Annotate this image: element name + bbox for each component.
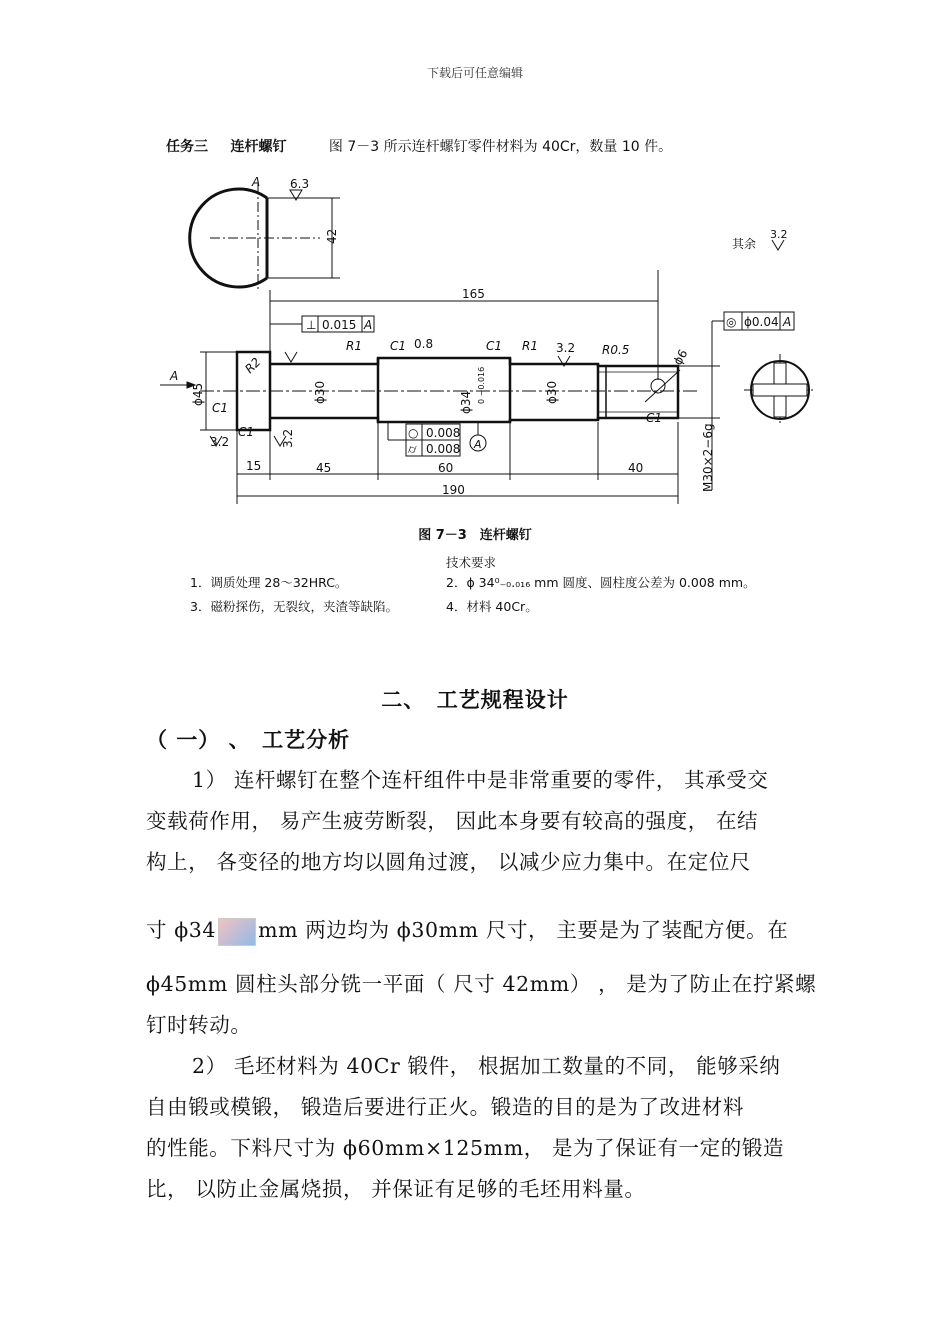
label-phi6: ϕ6	[670, 347, 691, 368]
paragraph-line: 构上， 各变径的地方均以圆角过渡， 以减少应力集中。在定位尺	[146, 850, 752, 874]
requirements-title: 技术要求	[446, 555, 497, 570]
conc-ref: A	[783, 315, 792, 329]
paragraph-line: 自由锻或模锻， 锻造后要进行正火。锻造的目的是为了改进材料	[146, 1095, 744, 1119]
task-label: 任务三	[166, 139, 208, 155]
paragraph-line: 的性能。下料尺寸为 ϕ60mm×125mm， 是为了保证有一定的锻造	[146, 1136, 785, 1160]
round-symbol: ○	[408, 426, 419, 440]
tolerance-image-icon	[218, 918, 256, 946]
task-name: 连杆螺钉	[230, 139, 287, 155]
conc-value: ϕ0.04	[744, 315, 779, 329]
perp-value: 0.015	[322, 318, 357, 332]
phi34-rest: mm 两边均为 ϕ30mm 尺寸， 主要是为了装配方便。在	[258, 918, 789, 942]
task-heading	[166, 136, 672, 156]
paragraph-line: 比， 以防止金属烧损， 并保证有足够的毛坯用料量。	[146, 1177, 646, 1201]
paragraph-1-end	[146, 964, 817, 1046]
datum-a: A	[474, 438, 482, 451]
label-rest: 其余	[732, 237, 757, 251]
connecting-rod-bolt-drawing	[140, 160, 820, 520]
subsection-title: （ 一） 、 工艺分析	[146, 728, 351, 752]
cyl-value: 0.008	[426, 442, 461, 456]
label-phi34-tol: 0 −0.016	[477, 366, 486, 404]
label-c1b: C1	[486, 339, 503, 353]
label-c1c: C1	[212, 401, 229, 415]
label-phi45: ϕ45	[191, 382, 205, 406]
paragraph-line: 变载荷作用， 易产生疲劳断裂， 因此本身要有较高的强度， 在结	[146, 809, 759, 833]
label-dim-42: 42	[325, 228, 339, 244]
label-r1b: R1	[522, 339, 538, 353]
cyl-symbol: ⌭	[408, 442, 417, 456]
perp-ref: A	[364, 318, 373, 332]
phi34-text: 寸 ϕ34	[146, 918, 217, 942]
label-rough-63: 6.3	[290, 177, 310, 191]
label-dim-165: 165	[462, 287, 485, 301]
paragraph-line	[146, 910, 810, 951]
requirement-item: 2．ϕ 34⁰₋₀.₀₁₆ mm 圆度、圆柱度公差为 0.008 mm。	[446, 575, 756, 590]
paragraph-2	[146, 1046, 810, 1210]
label-a-top: A	[252, 175, 261, 189]
paragraph-line: 钉时转动。	[146, 1013, 252, 1037]
label-rough-32c: 3.2	[210, 435, 230, 449]
label-c1d: C1	[238, 425, 255, 439]
conc-symbol: ◎	[726, 315, 737, 329]
paragraph-1	[146, 760, 810, 883]
label-r05: R0.5	[602, 343, 630, 357]
dim-40: 40	[628, 461, 644, 475]
paragraph-line: 2） 毛坯材料为 40Cr 锻件， 根据加工数量的不同， 能够采纳	[192, 1054, 781, 1078]
dim-45: 45	[316, 461, 332, 475]
label-c1e: C1	[646, 411, 663, 425]
label-rough-32b: 3.2	[556, 341, 576, 355]
label-rough-32: 3.2	[770, 228, 788, 241]
label-phi30a: ϕ30	[313, 380, 327, 404]
label-rough-32d: 3.2	[281, 428, 295, 448]
label-c1a: C1	[390, 339, 407, 353]
requirement-item: 1．调质处理 28～32HRC。	[190, 575, 348, 590]
page-header: 下载后可任意编辑	[426, 66, 523, 80]
section-title: 二、 工艺规程设计	[381, 688, 569, 712]
requirement-item: 4．材料 40Cr。	[446, 599, 538, 614]
round-value: 0.008	[426, 426, 461, 440]
figure-caption: 图 7－3 连杆螺钉	[418, 528, 532, 543]
label-r1a: R1	[346, 339, 362, 353]
requirement-item: 3．磁粉探伤，无裂纹，夹渣等缺陷。	[190, 599, 398, 614]
label-m30: M30×2−6g	[701, 423, 715, 492]
paragraph-line: ϕ45mm 圆柱头部分铣一平面（ 尺寸 42mm） ， 是为了防止在拧紧螺	[146, 972, 817, 996]
dim-60: 60	[438, 461, 454, 475]
perp-symbol: ⊥	[306, 318, 317, 332]
label-08: 0.8	[414, 337, 434, 351]
dim-15: 15	[246, 459, 262, 473]
label-r2: R2	[242, 354, 264, 377]
paragraph-line: 1） 连杆螺钉在整个连杆组件中是非常重要的零件， 其承受交	[192, 768, 769, 792]
task-description: 图 7－3 所示连杆螺钉零件材料为 40Cr，数量 10 件。	[328, 139, 673, 155]
label-phi34: ϕ34	[459, 390, 473, 414]
dim-190: 190	[442, 483, 465, 497]
label-a-arrow: A	[170, 369, 179, 383]
paragraph-1-cont	[146, 910, 810, 951]
label-phi30b: ϕ30	[545, 380, 559, 404]
